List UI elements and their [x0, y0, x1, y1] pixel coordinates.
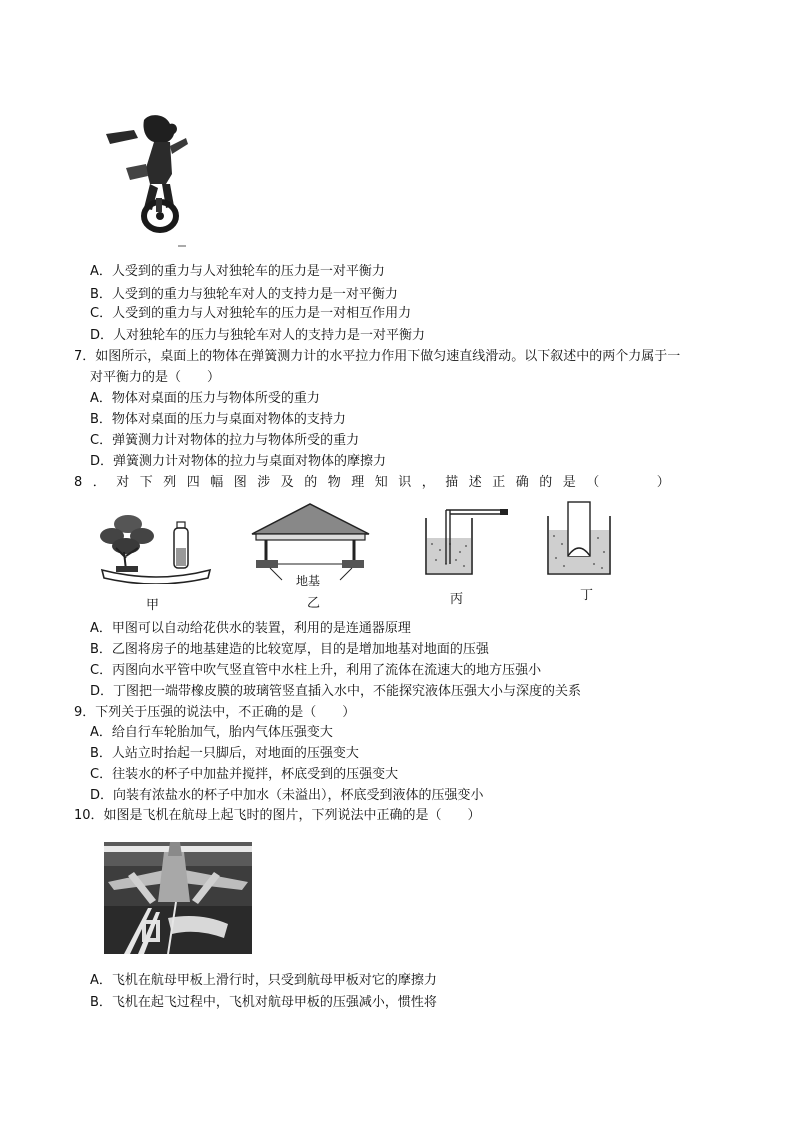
- q8-option-b: B．乙图将房子的地基建造的比较宽厚，目的是增加地基对地面的压强: [90, 642, 489, 657]
- q8-option-d: D．丁图把一端带橡皮膜的玻璃管竖直插入水中，不能探究液体压强大小与深度的关系: [90, 684, 582, 699]
- q9-option-b: B．人站立时抬起一只脚后，对地面的压强变大: [90, 746, 359, 761]
- figure-jia-bonsai: [98, 512, 214, 584]
- q7-option-b: B．物体对桌面的压力与桌面对物体的支持力: [90, 412, 346, 427]
- figure-jia-label: 甲: [146, 598, 160, 613]
- q6-option-d: D．人对独轮车的压力与独轮车对人的支持力是一对平衡力: [90, 328, 426, 343]
- figure-yi-label: 乙: [307, 596, 321, 611]
- q6-option-a: A．人受到的重力与人对独轮车的压力是一对平衡力: [90, 264, 385, 279]
- q6-option-c: C．人受到的重力与人对独轮车的压力是一对相互作用力: [90, 306, 412, 321]
- unicyclist-figure: [100, 112, 195, 250]
- q8-option-c: C．丙图向水平管中吹气竖直管中水柱上升，利用了流体在流速大的地方压强小: [90, 663, 542, 678]
- figure-ding-beaker: [542, 500, 616, 580]
- q10-option-b: B．飞机在起飞过程中，飞机对航母甲板的压强减小，惯性将: [90, 995, 437, 1010]
- figure-bing-label: 丙: [450, 592, 464, 607]
- q9-stem: 9．下列关于压强的说法中，不正确的是（ ）: [74, 705, 356, 720]
- q7-option-c: C．弹簧测力计对物体的拉力与物体所受的重力: [90, 433, 360, 448]
- figure-bing-beaker: [420, 504, 512, 580]
- q10-option-a: A．飞机在航母甲板上滑行时，只受到航母甲板对它的摩擦力: [90, 973, 437, 988]
- q9-option-c: C．往装水的杯子中加盐并搅拌，杯底受到的压强变大: [90, 767, 399, 782]
- q7-option-d: D．弹簧测力计对物体的拉力与桌面对物体的摩擦力: [90, 454, 387, 469]
- figure-yi-diji-label: 地基: [296, 574, 321, 588]
- q9-option-d: D．向装有浓盐水的杯子中加水（未溢出），杯底受到液体的压强变小: [90, 788, 484, 803]
- q8-option-a: A．甲图可以自动给花供水的装置，利用的是连通器原理: [90, 621, 411, 636]
- q10-stem: 10．如图是飞机在航母上起飞时的图片，下列说法中正确的是（ ）: [74, 808, 481, 823]
- q7-stem-line1: 7．如图所示，桌面上的物体在弹簧测力计的水平拉力作用下做匀速直线滑动。以下叙述中的两个力属于一: [74, 349, 681, 364]
- q6-option-b: B．人受到的重力与独轮车对人的支持力是一对平衡力: [90, 287, 398, 302]
- q7-option-a: A．物体对桌面的压力与物体所受的重力: [90, 391, 320, 406]
- q8-stem: 8．对下列四幅图涉及的物理知识，描述正确的是（ ）: [74, 475, 681, 490]
- figure-carrier-photo: [104, 842, 252, 954]
- figure-ding-label: 丁: [580, 588, 594, 603]
- q9-option-a: A．给自行车轮胎加气，胎内气体压强变大: [90, 725, 333, 740]
- q7-stem-line2: 对平衡力的是（ ）: [90, 370, 221, 385]
